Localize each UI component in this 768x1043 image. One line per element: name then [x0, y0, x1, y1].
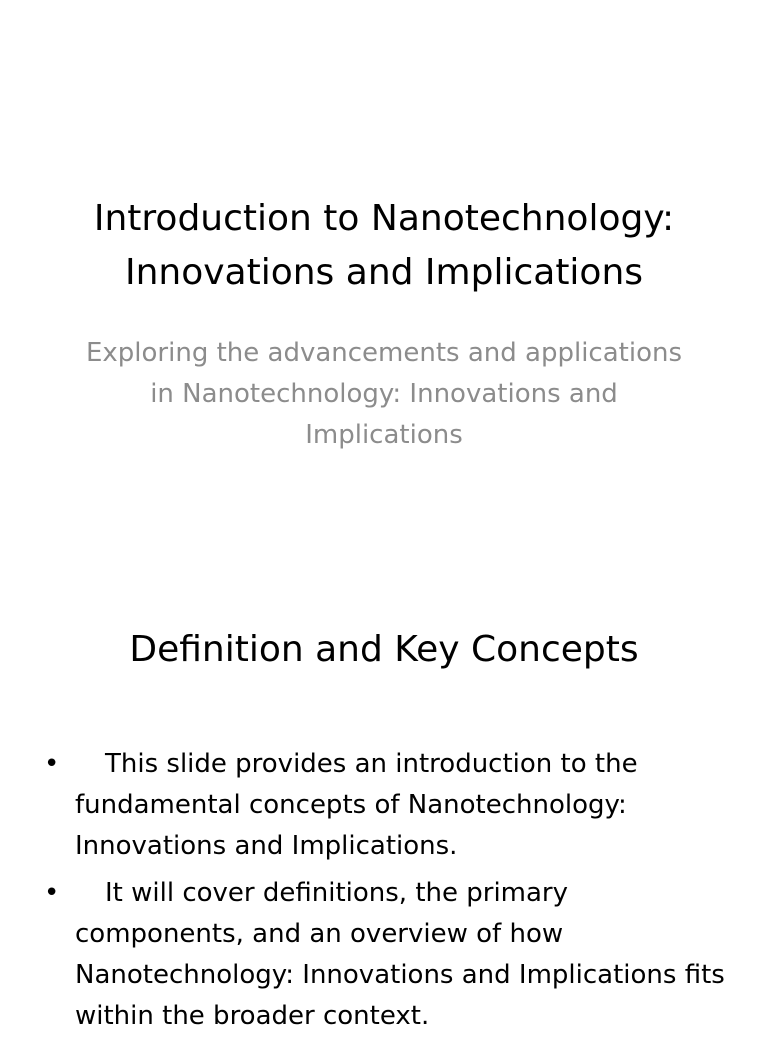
content-slide [0, 576, 768, 1031]
presentation-subtitle: Exploring the advancements and applications in Nanotechnology: Innovations and Implications [85, 338, 683, 450]
bullet-icon: • [44, 878, 60, 908]
bullet-icon: • [44, 749, 60, 779]
bullet-text: This slide provides an introduction to the fundamental concepts of Nanotechnology: Innovations and Implications. [75, 749, 638, 861]
bullet-list [40, 744, 730, 1043]
bullet-text: It will cover definitions, the primary components, and an overview of how Nanotechnology: Innovations and Implications fits within the broader context. [75, 878, 725, 1031]
list-item [40, 744, 730, 867]
presentation-title: Introduction to Nanotechnology: Innovations and Implications [93, 198, 675, 293]
list-item [40, 873, 730, 1037]
slide-heading: Definition and Key Concepts [129, 629, 639, 670]
